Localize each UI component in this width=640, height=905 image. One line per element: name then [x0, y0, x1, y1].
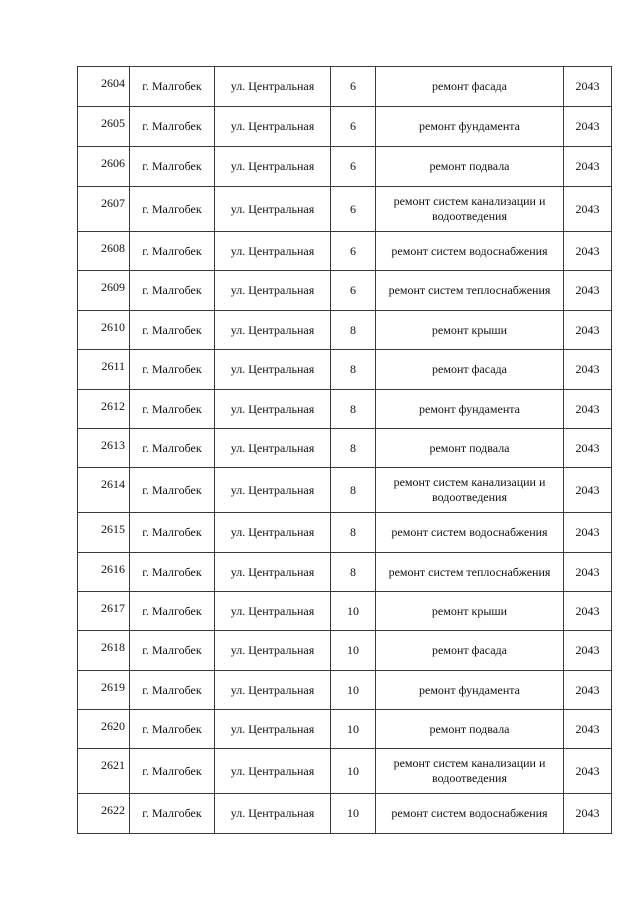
table-row: [78, 468, 612, 513]
year-cell: 2043: [564, 232, 612, 271]
city-cell: г. Малгобек: [130, 553, 215, 592]
table-body: [78, 67, 612, 834]
street-cell: ул. Центральная: [215, 592, 331, 631]
table-row: [78, 232, 612, 271]
work-type-cell: ремонт фундамента: [376, 390, 564, 429]
street-cell: ул. Центральная: [215, 271, 331, 311]
row-number-cell: 2615: [78, 513, 130, 553]
year-cell: 2043: [564, 107, 612, 147]
work-type-cell: ремонт фундамента: [376, 107, 564, 147]
city-cell: г. Малгобек: [130, 67, 215, 107]
year-cell: 2043: [564, 592, 612, 631]
street-cell: ул. Центральная: [215, 107, 331, 147]
work-type-cell: ремонт систем теплоснабжения: [376, 553, 564, 592]
city-cell: г. Малгобек: [130, 390, 215, 429]
table-row: [78, 350, 612, 390]
year-cell: 2043: [564, 187, 612, 232]
house-number-cell: 10: [331, 749, 376, 794]
row-number-cell: 2612: [78, 390, 130, 429]
street-cell: ул. Центральная: [215, 553, 331, 592]
street-cell: ул. Центральная: [215, 232, 331, 271]
house-number-cell: 8: [331, 350, 376, 390]
year-cell: 2043: [564, 390, 612, 429]
table-row: [78, 390, 612, 429]
work-type-cell: ремонт систем канализации и водоотведения: [376, 468, 564, 513]
work-type-cell: ремонт систем водоснабжения: [376, 232, 564, 271]
table-row: [78, 187, 612, 232]
house-number-cell: 10: [331, 671, 376, 710]
city-cell: г. Малгобек: [130, 232, 215, 271]
year-cell: 2043: [564, 671, 612, 710]
row-number-cell: 2606: [78, 147, 130, 187]
street-cell: ул. Центральная: [215, 350, 331, 390]
table-row: [78, 794, 612, 834]
city-cell: г. Малгобек: [130, 271, 215, 311]
table-row: [78, 671, 612, 710]
year-cell: 2043: [564, 513, 612, 553]
house-number-cell: 10: [331, 794, 376, 834]
year-cell: 2043: [564, 710, 612, 749]
row-number-cell: 2610: [78, 311, 130, 350]
city-cell: г. Малгобек: [130, 749, 215, 794]
table-row: [78, 631, 612, 671]
house-number-cell: 8: [331, 468, 376, 513]
work-type-cell: ремонт фасада: [376, 350, 564, 390]
table-row: [78, 592, 612, 631]
row-number-cell: 2617: [78, 592, 130, 631]
work-type-cell: ремонт систем канализации и водоотведения: [376, 187, 564, 232]
row-number-cell: 2619: [78, 671, 130, 710]
city-cell: г. Малгобек: [130, 592, 215, 631]
house-number-cell: 6: [331, 67, 376, 107]
year-cell: 2043: [564, 67, 612, 107]
table-row: [78, 429, 612, 468]
row-number-cell: 2604: [78, 67, 130, 107]
city-cell: г. Малгобек: [130, 710, 215, 749]
city-cell: г. Малгобек: [130, 671, 215, 710]
year-cell: 2043: [564, 794, 612, 834]
house-number-cell: 10: [331, 710, 376, 749]
city-cell: г. Малгобек: [130, 311, 215, 350]
work-type-cell: ремонт фасада: [376, 631, 564, 671]
table-row: [78, 67, 612, 107]
street-cell: ул. Центральная: [215, 671, 331, 710]
work-type-cell: ремонт крыши: [376, 592, 564, 631]
year-cell: 2043: [564, 311, 612, 350]
work-type-cell: ремонт фасада: [376, 67, 564, 107]
work-type-cell: ремонт подвала: [376, 429, 564, 468]
table-row: [78, 271, 612, 311]
year-cell: 2043: [564, 429, 612, 468]
repair-schedule-table: [77, 66, 612, 834]
year-cell: 2043: [564, 631, 612, 671]
house-number-cell: 6: [331, 187, 376, 232]
work-type-cell: ремонт систем водоснабжения: [376, 513, 564, 553]
street-cell: ул. Центральная: [215, 468, 331, 513]
street-cell: ул. Центральная: [215, 749, 331, 794]
city-cell: г. Малгобек: [130, 468, 215, 513]
year-cell: 2043: [564, 749, 612, 794]
house-number-cell: 8: [331, 311, 376, 350]
row-number-cell: 2621: [78, 749, 130, 794]
street-cell: ул. Центральная: [215, 311, 331, 350]
street-cell: ул. Центральная: [215, 513, 331, 553]
city-cell: г. Малгобек: [130, 794, 215, 834]
year-cell: 2043: [564, 468, 612, 513]
table-row: [78, 311, 612, 350]
row-number-cell: 2609: [78, 271, 130, 311]
table-row: [78, 513, 612, 553]
street-cell: ул. Центральная: [215, 794, 331, 834]
house-number-cell: 8: [331, 513, 376, 553]
house-number-cell: 6: [331, 147, 376, 187]
street-cell: ул. Центральная: [215, 429, 331, 468]
year-cell: 2043: [564, 271, 612, 311]
street-cell: ул. Центральная: [215, 390, 331, 429]
work-type-cell: ремонт фундамента: [376, 671, 564, 710]
city-cell: г. Малгобек: [130, 350, 215, 390]
work-type-cell: ремонт систем теплоснабжения: [376, 271, 564, 311]
row-number-cell: 2605: [78, 107, 130, 147]
street-cell: ул. Центральная: [215, 67, 331, 107]
year-cell: 2043: [564, 553, 612, 592]
house-number-cell: 8: [331, 429, 376, 468]
house-number-cell: 6: [331, 232, 376, 271]
street-cell: ул. Центральная: [215, 187, 331, 232]
year-cell: 2043: [564, 147, 612, 187]
city-cell: г. Малгобек: [130, 107, 215, 147]
row-number-cell: 2608: [78, 232, 130, 271]
work-type-cell: ремонт подвала: [376, 710, 564, 749]
street-cell: ул. Центральная: [215, 631, 331, 671]
row-number-cell: 2618: [78, 631, 130, 671]
table-row: [78, 749, 612, 794]
street-cell: ул. Центральная: [215, 147, 331, 187]
house-number-cell: 8: [331, 553, 376, 592]
row-number-cell: 2611: [78, 350, 130, 390]
row-number-cell: 2614: [78, 468, 130, 513]
house-number-cell: 6: [331, 271, 376, 311]
table-row: [78, 553, 612, 592]
row-number-cell: 2613: [78, 429, 130, 468]
city-cell: г. Малгобек: [130, 429, 215, 468]
house-number-cell: 6: [331, 107, 376, 147]
house-number-cell: 10: [331, 631, 376, 671]
work-type-cell: ремонт систем водоснабжения: [376, 794, 564, 834]
work-type-cell: ремонт систем канализации и водоотведения: [376, 749, 564, 794]
work-type-cell: ремонт подвала: [376, 147, 564, 187]
street-cell: ул. Центральная: [215, 710, 331, 749]
work-type-cell: ремонт крыши: [376, 311, 564, 350]
house-number-cell: 8: [331, 390, 376, 429]
table-row: [78, 147, 612, 187]
table-row: [78, 710, 612, 749]
city-cell: г. Малгобек: [130, 631, 215, 671]
house-number-cell: 10: [331, 592, 376, 631]
table-row: [78, 107, 612, 147]
row-number-cell: 2616: [78, 553, 130, 592]
year-cell: 2043: [564, 350, 612, 390]
row-number-cell: 2622: [78, 794, 130, 834]
city-cell: г. Малгобек: [130, 147, 215, 187]
city-cell: г. Малгобек: [130, 187, 215, 232]
row-number-cell: 2620: [78, 710, 130, 749]
city-cell: г. Малгобек: [130, 513, 215, 553]
row-number-cell: 2607: [78, 187, 130, 232]
